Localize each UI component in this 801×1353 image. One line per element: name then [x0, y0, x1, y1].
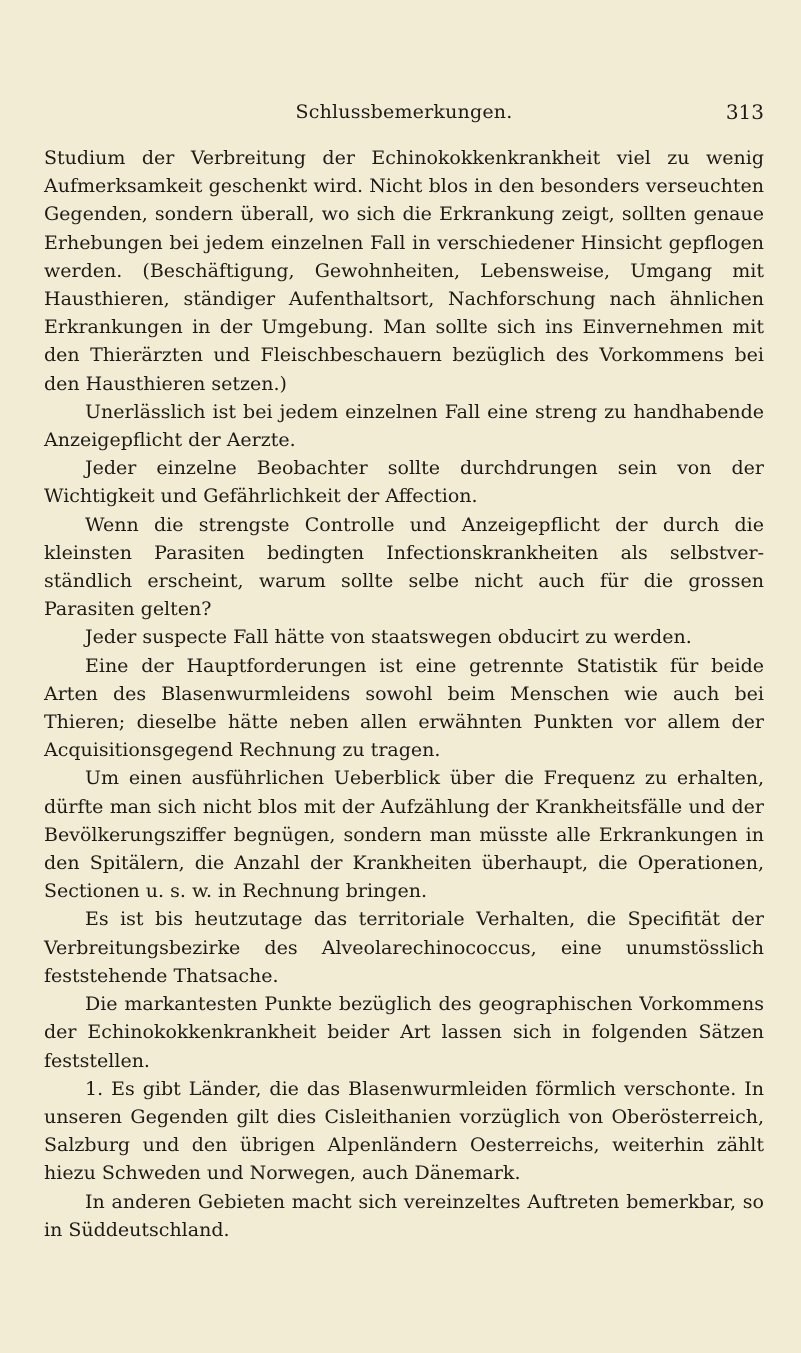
- paragraph-autopsy: Jeder suspecte Fall hätte von staatswegen obducirt zu werden.: [85, 626, 692, 649]
- page-number: 313: [725, 100, 764, 124]
- running-head-title: Schlussbemerkungen.: [295, 101, 513, 123]
- paragraph-statistics: Eine der Hauptforderungen ist eine getrennte Statistik für beide Arten des Blasenwurmleidens sowohl beim Menschen wie auch bei Thieren; dieselbe hätte neben allen erwähnten Punkten vor allem der Acquisitionsgegend Rechnung zu tragen.: [44, 654, 764, 762]
- paragraph-frequency: Um einen ausführlichen Ueberblick über die Frequenz zu erhalten, dürfte man sich nicht blos mit der Aufzählung der Krankheitsfälle und der Bevölkerungsziffer begnügen, sondern man müsste alle Erkrankungen in den Spitälern, die Anzahl der Krankheiten überhaupt, die Operationen, Sectionen u. s. w. in Rechnung bringen.: [44, 767, 764, 903]
- paragraph-continuation: Studium der Verbreitung der Echinokokkenkrankheit viel zu wenig Aufmerksamkeit geschenkt wird. Nicht blos in den besonders verseuchten Gegenden, sondern überall, wo sich die Erkrankung zeigt, sollten genaue Erhebungen bei jedem einzelnen Fall in verschiedener Hinsicht gepflogen werden. (Beschäftigung, Gewohnheiten, Lebensweise, Umgang mit Hausthieren, ständiger Aufenthaltsort, Nachforschung nach ähnlichen Erkrankungen in der Umgebung. Man sollte sich ins Einvernehmen mit den Thierärzten und Fleischbeschauern bezüglich des Vorkommens bei den Hausthieren setzen.): [44, 147, 764, 395]
- paragraph-other-regions: In anderen Gebieten macht sich vereinzeltes Auftreten bemerkbar, so in Süddeutschland.: [44, 1190, 764, 1241]
- paragraph-list-item-1: 1. Es gibt Länder, die das Blasenwurmleiden förmlich verschonte. In unseren Gegenden gilt dies Cisleithanien vorzüglich von Oberösterreich, Salzburg und den übrigen Alpenländern Oesterreichs, weiterhin zählt hiezu Schweden und Norwegen, auch Dänemark.: [44, 1077, 764, 1185]
- running-head: [44, 98, 764, 126]
- body-text: [44, 144, 764, 1244]
- paragraph-notification-duty: Unerlässlich ist bei jedem einzelnen Fall eine streng zu handhabende Anzeigepflicht der Aerzte.: [44, 400, 764, 452]
- paragraph-territorial: Es ist bis heutzutage das territoriale Verhalten, die Specifität der Verbreitungsbezirke des Alveolarechinococcus, eine unumstösslich feststehende Thatsache.: [44, 908, 764, 987]
- paragraph-observer: Jeder einzelne Beobachter sollte durchdrungen sein von der Wichtigkeit und Gefährlichkeit der Affection.: [44, 457, 764, 508]
- paragraph-geographic: Die markantesten Punkte bezüglich des geographischen Vorkommens der Echinokokkenkrankheit beider Art lassen sich in folgenden Sätzen feststellen.: [44, 993, 764, 1072]
- paragraph-control: Wenn die strengste Controlle und Anzeigepflicht der durch die kleinsten Parasiten bedingten Infectionskrankheiten als selbstverständlich erscheint, warum sollte selbe nicht auch für die grossen Parasiten gelten?: [44, 513, 764, 621]
